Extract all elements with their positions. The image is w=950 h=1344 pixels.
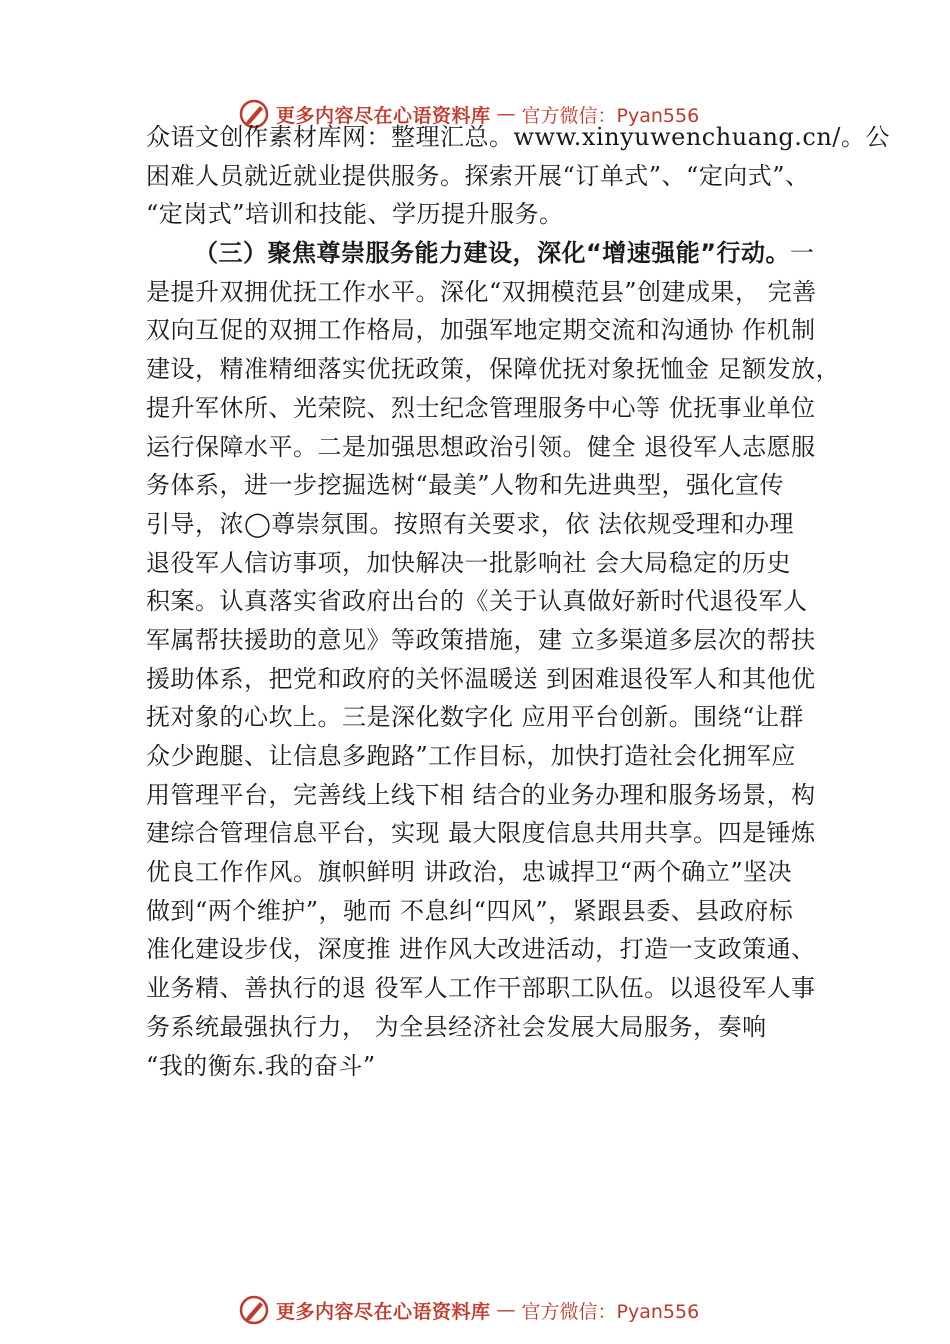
text-line: 众少跑腿、让信息多跑路”工作目标，加快打造社会化拥军应 xyxy=(146,742,796,770)
text-line: 众语文创作素材库网：整理汇总。www.xinyuwenchuang.cn/。公 xyxy=(146,123,890,151)
text-line: 务系统最强执行力， 为全县经济社会发展大局服务，奏响 xyxy=(146,1012,767,1041)
text-line: 军属帮扶援助的意见》等政策措施，建 立多渠道多层次的帮扶 xyxy=(146,625,816,654)
text-line: 优良工作作风。旗帜鲜明 讲政治，忠诚捍卫“两个确立”坚决 xyxy=(146,858,793,887)
document-body xyxy=(146,118,890,1085)
text-line: 积案。认真落实省政府出台的《关于认真做好新时代退役军人 xyxy=(146,587,808,616)
text-line: 提升军休所、光荣院、烈士纪念管理服务中心等 优抚事业单位 xyxy=(146,393,816,422)
text-line: 做到“两个维护”，驰而 不息纠“四风”，紧跟县委、县政府标 xyxy=(146,896,794,925)
text-line: 援助体系，把党和政府的关怀温暖送 到困难退役军人和其他优 xyxy=(146,664,816,693)
text-line: 建设，精准精细落实优抚政策，保障优抚对象抚恤金 足额发放， xyxy=(146,355,841,384)
text-line: 准化建设步伐，深度推 进作风大改进活动，打造一支政策通、 xyxy=(146,935,816,964)
text-line: 用管理平台，完善线上线下相 结合的业务办理和服务场景，构 xyxy=(146,780,816,809)
text-line: 双向互促的双拥工作格局，加强军地定期交流和沟通协 作机制 xyxy=(146,316,816,345)
watermark-separator: — xyxy=(496,103,516,125)
text-line: 业务精、善执行的退 役军人工作干部职工队伍。以退役军人事 xyxy=(146,974,816,1003)
watermark-main-text: 更多内容尽在心语资料库 xyxy=(276,104,491,127)
text-line: 引导，浓◯尊崇氛围。按照有关要求，依 法依规受理和办理 xyxy=(146,509,794,538)
text-line: 退役军人信访事项，加快解决一批影响社 会大局稳定的历史 xyxy=(146,548,792,577)
pen-logo-icon xyxy=(238,1294,270,1326)
text-line: 是提升双拥优抚工作水平。深化“双拥模范县”创建成果， 完善 xyxy=(146,277,817,306)
watermark-main-text: 更多内容尽在心语资料库 xyxy=(276,1300,491,1323)
watermark-wechat: 官方微信：Pyan556 xyxy=(521,104,700,127)
text-line: “我的衡东.我的奋斗” xyxy=(146,1051,376,1080)
watermark-wechat: 官方微信：Pyan556 xyxy=(521,1300,700,1323)
watermark-footer xyxy=(238,1292,699,1328)
section-heading: （三）聚焦尊崇服务能力建设，深化“增速强能”行动。 xyxy=(194,239,791,268)
section-heading-tail: 一 xyxy=(790,239,815,268)
watermark-separator: — xyxy=(496,1299,516,1321)
text-line: 运行保障水平。二是加强思想政治引领。健全 退役军人志愿服 xyxy=(146,432,816,461)
text-line: 抚对象的心坎上。三是深化数字化 应用平台创新。围绕“让群 xyxy=(146,703,804,732)
text-line: “定岗式”培训和技能、学历提升服务。 xyxy=(146,200,564,229)
text-line: 务体系，进一步挖掘选树“最美”人物和先进典型，强化宣传 xyxy=(146,471,785,500)
section-heading-line xyxy=(146,234,846,273)
text-line: 建综合管理信息平台，实现 最大限度信息共用共享。四是锤炼 xyxy=(146,819,816,848)
text-line: 困难人员就近就业提供服务。探索开展“订单式”、“定向式”、 xyxy=(146,161,810,190)
